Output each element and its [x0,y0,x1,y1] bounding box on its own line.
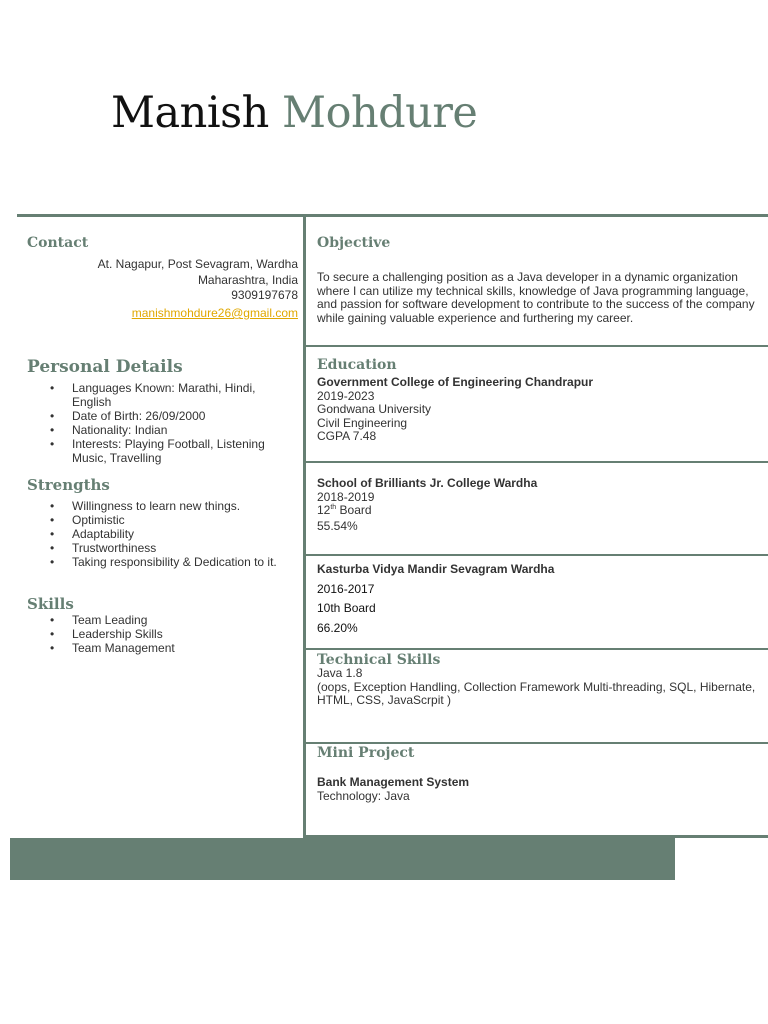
education-entry-3 [317,560,767,638]
contact-address-line1: At. Nagapur, Post Sevagram, Wardha [97,257,298,271]
project-technology: Technology: Java [317,788,410,803]
technical-skills-heading: Technical Skills [317,652,441,668]
divider-technical-skills [306,648,768,650]
list-item: • Languages Known: Marathi, Hindi, English [50,381,300,409]
resume-name [111,88,477,138]
institution-name: School of Brilliants Jr. College Wardha [317,476,538,490]
list-item: • Adaptability [50,527,300,541]
technical-skills-text: Java 1.8 (oops, Exception Handling, Collection Framework Multi-threading, SQL, Hibernate, HTML, CSS, JavaScrpit ) [317,666,756,708]
contact-email-link[interactable]: manishmohdure26@gmail.com [131,306,298,320]
education-heading: Education [317,357,397,373]
divider-education-3 [306,554,768,556]
list-item: • Nationality: Indian [50,423,300,437]
education-university: Gondwana University [317,402,432,417]
divider-education-2 [306,461,768,463]
education-entry-2 [317,477,767,533]
education-board: 12th Board [317,503,372,518]
education-years: 2019-2023 [317,388,375,403]
skills-heading: Skills [27,595,74,613]
list-item: • Date of Birth: 26/09/2000 [50,409,300,423]
footer-band [10,838,675,880]
education-entry-1 [317,376,767,444]
education-years: 2016-2017 [317,581,375,596]
mini-project-text [317,776,767,803]
list-item: • Team Leading [50,613,300,627]
mini-project-heading: Mini Project [317,745,415,761]
list-item: • Team Management [50,641,300,655]
contact-heading: Contact [27,235,89,251]
list-item: • Leadership Skills [50,627,300,641]
contact-phone: 9309197678 [231,288,298,302]
top-divider [17,214,768,217]
personal-details-list [50,381,300,465]
institution-name: Government College of Engineering Chandrapur [317,375,594,389]
education-score: 55.54% [317,518,358,533]
objective-text: To secure a challenging position as a Java developer in a dynamic organization where I can utilize my technical skills, knowledge of Java programming language, and passion for software development to contribute to the success of the company while gaining valuable experience and furthering my career. [317,270,755,325]
skills-list [50,613,300,655]
list-item: • Optimistic [50,513,300,527]
last-name: Mohdure [282,88,478,138]
column-divider [303,214,306,838]
list-item: • Willingness to learn new things. [50,499,300,513]
divider-education [306,345,768,347]
education-score: CGPA 7.48 [317,429,377,444]
project-title: Bank Management System [317,775,470,789]
contact-address-line2: Maharashtra, India [197,273,298,287]
list-item: • Trustworthiness [50,541,300,555]
strengths-heading: Strengths [27,476,110,494]
list-item: • Interests: Playing Football, Listening Music, Travelling [50,437,300,465]
first-name: Manish [111,88,269,138]
personal-details-heading: Personal Details [27,357,183,377]
strengths-list [50,499,300,569]
objective-heading: Objective [317,235,391,251]
institution-name: Kasturba Vidya Mandir Sevagram Wardha [317,562,555,576]
list-item: • Taking responsibility & Dedication to it. [50,555,300,569]
education-branch: Civil Engineering [317,415,408,430]
education-board: 10th Board [317,601,376,615]
education-years: 2018-2019 [317,489,375,504]
education-score: 66.20% [317,620,358,635]
